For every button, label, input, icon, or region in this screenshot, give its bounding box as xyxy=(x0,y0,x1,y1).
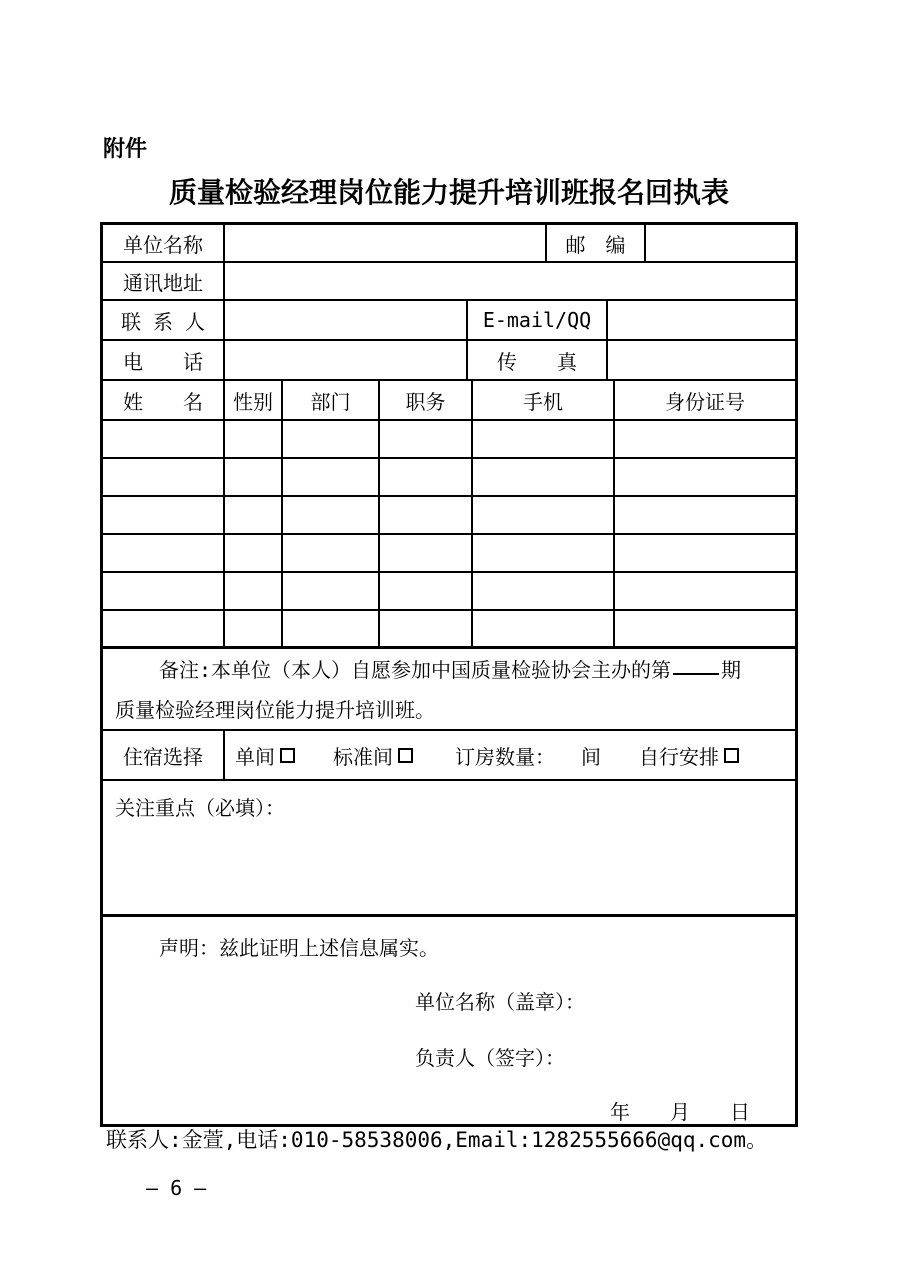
postcode-value-cell xyxy=(646,225,795,261)
roster-empty-cell-department xyxy=(283,535,380,571)
roster-empty-cell-mobile xyxy=(473,535,615,571)
single-room-checkbox xyxy=(280,748,295,763)
date-line: 年 月 日 xyxy=(610,1100,750,1124)
email-qq-label: E-mail/QQ xyxy=(468,301,608,339)
page-title: 质量检验经理岗位能力提升培训班报名回执表 xyxy=(168,176,729,209)
roster-empty-cell-name xyxy=(103,611,225,646)
focus-label: 关注重点（必填）： xyxy=(115,796,285,820)
roster-empty-row xyxy=(103,459,795,497)
roster-empty-cell-department xyxy=(283,459,380,495)
roster-empty-row xyxy=(103,573,795,611)
roster-empty-cell-name xyxy=(103,459,225,495)
address-value-cell xyxy=(225,263,795,299)
roster-empty-cell-position xyxy=(380,497,473,533)
roster-header-row xyxy=(103,381,795,421)
roster-empty-cell-name xyxy=(103,421,225,457)
roster-empty-cell-department xyxy=(283,573,380,609)
roster-empty-cell-department xyxy=(283,611,380,646)
fax-value-cell xyxy=(608,341,795,379)
roster-empty-row xyxy=(103,535,795,573)
lodging-option-standard-label: 标准间 xyxy=(333,744,393,769)
roster-empty-row xyxy=(103,497,795,535)
lodging-option-self-label: 自行安排 xyxy=(639,744,719,769)
lodging-option-standard xyxy=(333,741,413,770)
email-qq-value-cell xyxy=(608,301,795,339)
standard-room-checkbox xyxy=(398,748,413,763)
lodging-row xyxy=(103,731,795,781)
attachment-label: 附件 xyxy=(103,137,148,162)
roster-empty-cell-mobile xyxy=(473,459,615,495)
unit-name-label: 单位名称 xyxy=(103,225,225,261)
roster-empty-cell-name xyxy=(103,535,225,571)
roster-empty-cell-gender xyxy=(225,497,283,533)
roster-empty-cell-mobile xyxy=(473,421,615,457)
lodging-options-cell xyxy=(225,731,795,779)
roster-empty-cell-position xyxy=(380,459,473,495)
remark-text-line2: 质量检验经理岗位能力提升培训班。 xyxy=(115,698,435,722)
roster-header-position: 职务 xyxy=(380,381,473,419)
phone-label: 电 话 xyxy=(103,341,225,379)
self-arrange-checkbox xyxy=(724,748,739,763)
roster-empty-cell-gender xyxy=(225,459,283,495)
lodging-option-self xyxy=(639,741,739,770)
table-row-address xyxy=(103,263,795,301)
remark-text-line1-prefix: 备注:本单位（本人）自愿参加中国质量检验协会主办的第 xyxy=(159,658,672,682)
roster-empty-cell-position xyxy=(380,535,473,571)
roster-empty-cell-mobile xyxy=(473,497,615,533)
roster-empty-cell-id-number xyxy=(615,459,795,495)
remark-text-line1-suffix: 期 xyxy=(721,658,742,682)
contact-value-cell xyxy=(225,301,468,339)
roster-empty-cell-department xyxy=(283,421,380,457)
roster-empty-cell-id-number xyxy=(615,497,795,533)
signer-line: 负责人（签字）： xyxy=(415,1046,565,1070)
page-number: — 6 — xyxy=(146,1176,207,1200)
roster-header-department: 部门 xyxy=(283,381,380,419)
roster-empty-cell-gender xyxy=(225,573,283,609)
contact-label: 联 系 人 xyxy=(103,301,225,339)
roster-empty-cell-position xyxy=(380,611,473,646)
booking-quantity-label: 订房数量： xyxy=(455,744,555,769)
roster-empty-rows xyxy=(103,421,795,649)
remark-row xyxy=(103,649,795,731)
table-row-contact xyxy=(103,301,795,341)
roster-empty-cell-id-number xyxy=(615,535,795,571)
declaration-row xyxy=(103,932,795,1124)
roster-empty-row xyxy=(103,611,795,649)
roster-empty-cell-name xyxy=(103,497,225,533)
roster-header-mobile: 手机 xyxy=(473,381,615,419)
roster-header-name: 姓 名 xyxy=(103,381,225,419)
postcode-label: 邮 编 xyxy=(547,225,646,261)
footer-contact-info: 联系人:金萱,电话:010-58538006,Email:1282555666@qq.com。 xyxy=(106,1128,768,1152)
roster-empty-cell-gender xyxy=(225,611,283,646)
address-label: 通讯地址 xyxy=(103,263,225,299)
roster-empty-cell-gender xyxy=(225,421,283,457)
phone-value-cell xyxy=(225,341,468,379)
roster-header-gender: 性别 xyxy=(225,381,283,419)
roster-empty-cell-position xyxy=(380,421,473,457)
roster-empty-cell-department xyxy=(283,497,380,533)
table-row-unit-name xyxy=(103,225,795,263)
unit-name-value-cell xyxy=(225,225,547,261)
roster-empty-cell-id-number xyxy=(615,611,795,646)
registration-form-table xyxy=(100,222,798,1127)
lodging-option-single xyxy=(235,741,295,770)
roster-empty-cell-position xyxy=(380,573,473,609)
roster-empty-row xyxy=(103,421,795,459)
lodging-option-single-label: 单间 xyxy=(235,744,275,769)
roster-empty-cell-mobile xyxy=(473,573,615,609)
remark-blank-line xyxy=(673,673,719,675)
roster-empty-cell-id-number xyxy=(615,573,795,609)
booking-quantity-unit: 间 xyxy=(581,744,601,769)
roster-empty-cell-name xyxy=(103,573,225,609)
unit-seal-line: 单位名称（盖章）： xyxy=(415,990,585,1014)
focus-row xyxy=(103,781,795,917)
roster-empty-cell-id-number xyxy=(615,421,795,457)
roster-empty-cell-gender xyxy=(225,535,283,571)
roster-header-id-number: 身份证号 xyxy=(665,389,745,414)
declaration-statement: 声明：兹此证明上述信息属实。 xyxy=(159,936,439,960)
fax-label: 传 真 xyxy=(468,341,608,379)
roster-empty-cell-mobile xyxy=(473,611,615,646)
table-row-phone xyxy=(103,341,795,381)
lodging-label: 住宿选择 xyxy=(103,731,225,779)
